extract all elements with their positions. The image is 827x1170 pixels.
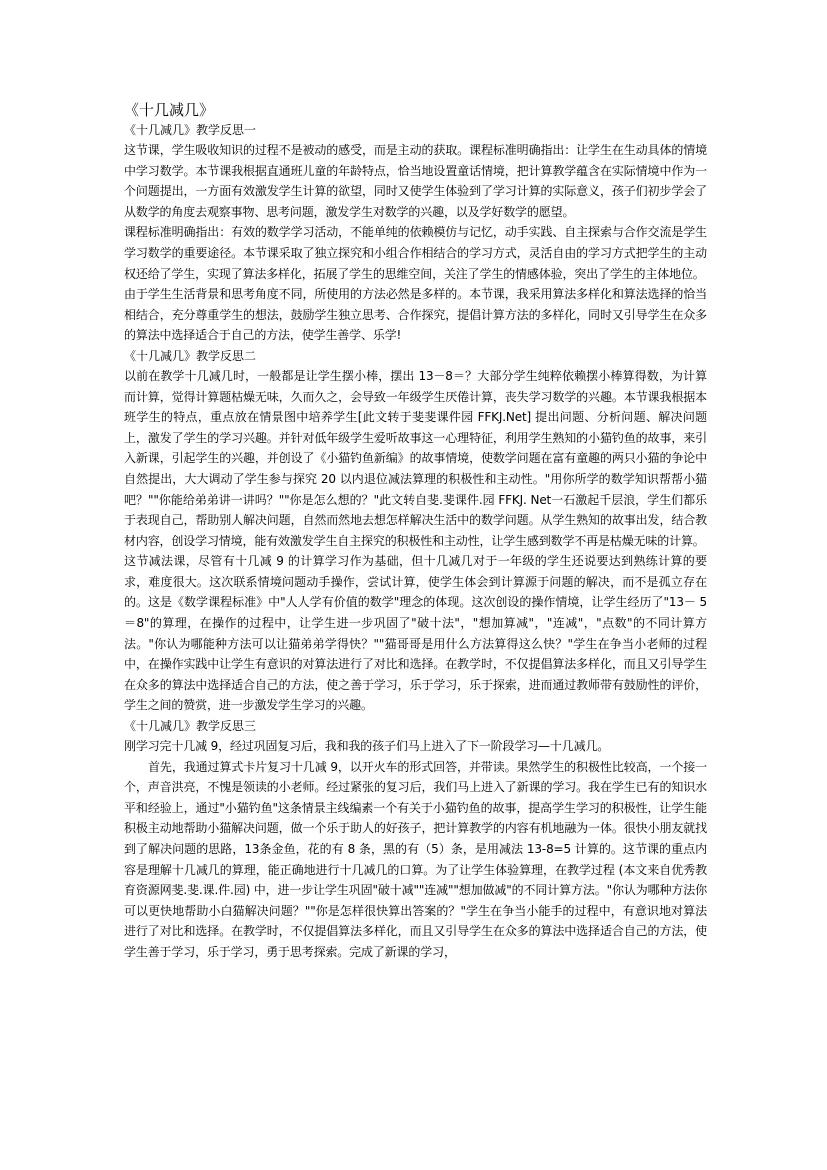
document-title: 《十几减几》 (124, 101, 215, 119)
paragraph: 首先，我通过算式卡片复习十几减 9，以开火车的形式回答，并带读。果然学生的积极性比较高，一个接一个，声音洪亮，不愧是领读的小老师。经过紧张的复习后，我们马上进入了新课的学习。我在学生已有的知识水平和经验上，通过"小猫钓鱼"这条情景主线编素一个有关于小猫钓鱼的故事，提高学生学习的积极性，让学生能积极主动地帮助小猫解决问题，做一个乐于助人的好孩子，把计算教学的内容有机地融为一体。很快小朋友就找到了解决问题的思路，13条金鱼，花的有 8 条，黑的有（5）条，是用减法 13-8=5 计算的。这节课的重点内容是理解十几减几的算理，能正确地进行十几减几的口算。为了让学生体验算理，在教学过程 (本文来自优秀教育资源网斐.斐.课.件.园) 中，进一步让学生巩固"破十减""连减""想加做减"的不同计算方法。"你认为哪种方法你可以更快地帮助小白猫解决问题？""你是怎样很快算出答案的？"学生在争当小能手的过程中，有意识地对算法进行了对比和选择。在教学时，不仅提倡算法多样化，而且又引导学生在众多的算法中选择适合自己的方法，使学生善于学习，乐于学习，勇于思考探索。完成了新课的学习， (124, 759, 707, 959)
reflection-section-3 (124, 716, 707, 963)
paragraph: 这节课，学生吸收知识的过程不是被动的感受，而是主动的获取。课程标准明确指出：让学生在生动具体的情境中学习数学。本节课我根据直通班儿童的年龄特点，恰当地设置童话情境，把计算教学蕴含在实际情境中作为一个问题提出，一方面有效激发学生计算的欲望，同时又使学生体验到了学习计算的实际意义，孩子们初步学会了从数学的角度去观察事物、思考问题，激发学生对数学的兴趣，以及学好数学的愿望。 (124, 143, 707, 219)
paragraph: 刚学习完十几减 9，经过巩固复习后，我和我的孩子们马上进入了下一阶段学习—十几减几。 (124, 739, 610, 754)
paragraph: 课程标准明确指出：有效的数学学习活动，不能单纯的依赖模仿与记忆，动手实践、自主探索与合作交流是学生学习数学的重要途径。本节课采取了独立探究和小组合作相结合的学习方式，灵活自由的学习方式把学生的主动权还给了学生，实现了算法多样化，拓展了学生的思维空间，关注了学生的情感体验，突出了学生的主体地位。 (124, 225, 707, 281)
paragraph: 这节减法课，尽管有十几减 9 的计算学习作为基础，但十几减几对于一年级的学生还说要达到熟练计算的要求，难度很大。这次联系情境问题动手操作，尝试计算，使学生体会到计算源于问题的解决，而不是孤立存在的。这是《数学课程标准》中"人人学有价值的数学"理念的体现。这次创设的操作情境，让学生经历了"13－ 5＝8"的算理，在操作的过程中，让学生进一步巩固了"破十法"，"想加算减"，"连减"，"点数"的不同计算方法。"你认为哪能种方法可以让猫弟弟学得快？""猫哥哥是用什么方法算得这么快？"学生在争当小老师的过程中，在操作实践中让学生有意识的对算法进行了对比和选择。在教学时，不仅提倡算法多样化，而且又引导学生在众多的算法中选择适合自己的方法，使之善于学习，乐于学习，乐于探索，进而通过教师带有鼓励性的评价，学生之间的赞赏，进一步激发学生学习的兴趣。 (124, 554, 707, 713)
paragraph: 以前在教学十几减几时，一般都是让学生摆小棒，摆出 13－8＝？大部分学生纯粹依赖摆小棒算得数，为计算而计算，觉得计算题枯燥无味，久而久之，会导致一年级学生厌倦计算，丧失学习数学的兴趣。本节课我根据本班学生的特点，重点放在情景图中培养学生[此文转于斐斐课件园 FFKJ.Net] 提出问题、分析问题、解决问题上，激发了学生的学习兴趣。并针对低年级学生爱听故事这一心理特征，利用学生熟知的小猫钓鱼的故事，来引入新课，引起学生的兴趣，并创设了《小猫钓鱼新编》的故事情境，使数学问题在富有童趣的两只小猫的争论中自然提出，大大调动了学生参与探究 20 以内退位减法算理的积极性和主动性。"用你所学的数学知识帮帮小猫吧？""你能给弟弟讲一讲吗？""你是怎么想的？"此文转自斐.斐课件.园 FFKJ. Net一石激起千层浪，学生们都乐于表现自己，帮助别人解决问题，自然而然地去想怎样解决生活中的数学问题。从学生熟知的故事出发，结合教材内容，创设学习情境，能有效激发学生自主探究的积极性和主动性，让学生感到数学不再是枯燥无味的计算。 (124, 368, 707, 548)
section-heading: 《十几减几》教学反思二 (124, 348, 257, 363)
section-heading: 《十几减几》教学反思一 (124, 123, 257, 137)
reflection-section-1 (124, 120, 707, 346)
section-heading: 《十几减几》教学反思三 (124, 719, 257, 734)
reflection-section-2 (124, 346, 707, 716)
paragraph: 由于学生生活背景和思考角度不同，所使用的方法必然是多样的。本节课，我采用算法多样化和算法选择的恰当相结合，充分尊重学生的想法，鼓励学生独立思考、合作探究，提倡计算方法的多样化，同时又引导学生在众多的算法中选择适合于自己的方法，使学生善学、乐学! (124, 287, 707, 343)
document-page (124, 100, 707, 963)
